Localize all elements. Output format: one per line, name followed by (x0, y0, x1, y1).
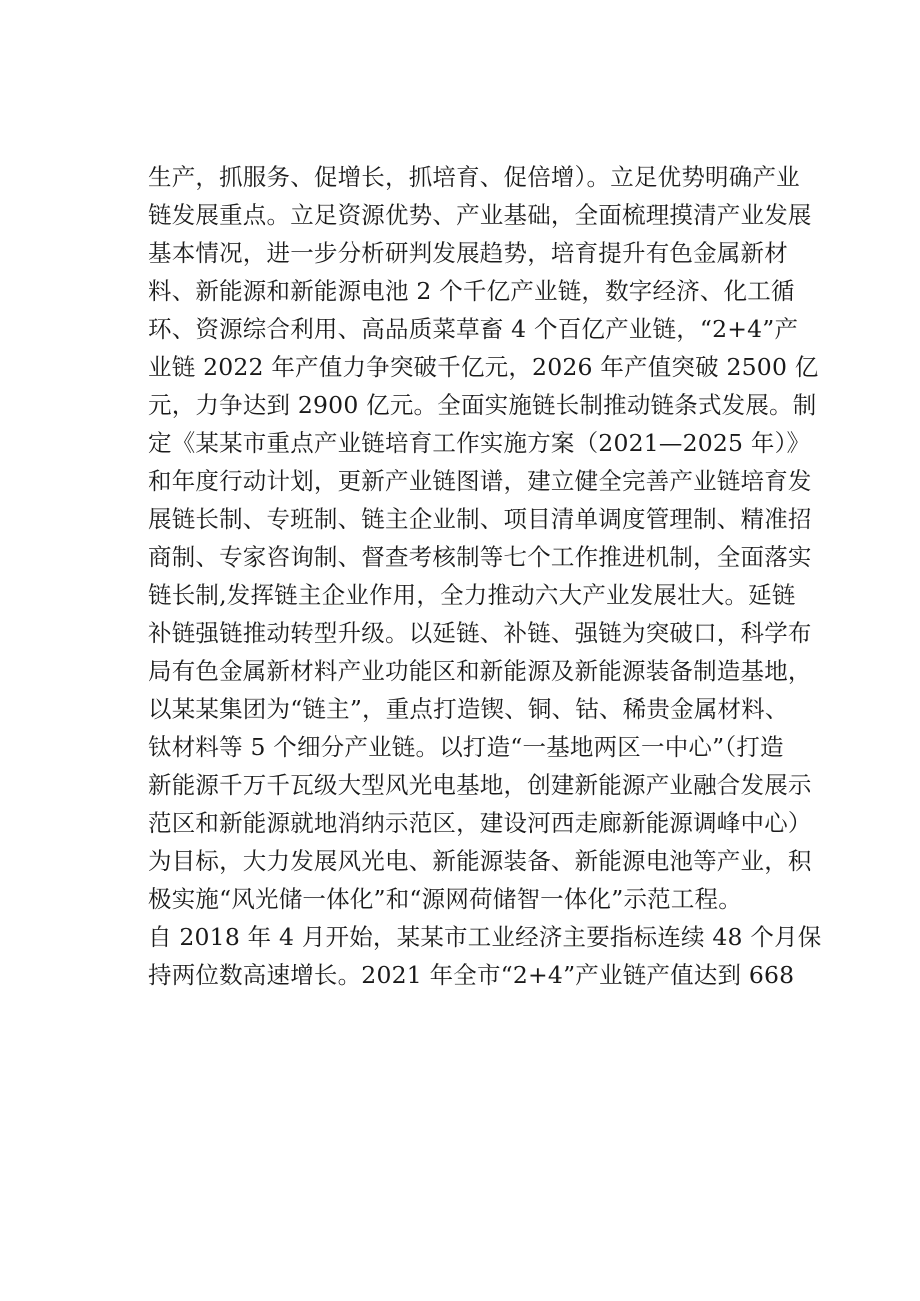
text-line: 生产，抓服务、促增长，抓培育、促倍增）。立足优势明确产业 (148, 163, 800, 191)
text-line: 业链 2022 年产值力争突破千亿元，2026 年产值突破 2500 亿 (148, 353, 819, 381)
text-line: 链发展重点。立足资源优势、产业基础，全面梳理摸清产业发展 (148, 201, 812, 229)
text-line: 补链强链推动转型升级。以延链、补链、强链为突破口，科学布 (148, 619, 812, 647)
text-line: 定《某某市重点产业链培育工作实施方案（2021—2025 年）》 (148, 429, 811, 457)
text-line: 商制、专家咨询制、督查考核制等七个工作推进机制，全面落实 (148, 543, 812, 571)
text-line: 展链长制、专班制、链主企业制、项目清单调度管理制、精准招 (148, 505, 812, 533)
text-line: 钛材料等 5 个细分产业链。以打造“一基地两区一中心”（打造 (148, 733, 784, 761)
text-line: 新能源千万千瓦级大型风光电基地，创建新能源产业融合发展示 (148, 771, 812, 799)
text-line: 环、资源综合利用、高品质菜草畜 4 个百亿产业链，“2+4”产 (148, 315, 799, 343)
text-line: 链长制,发挥链主企业作用，全力推动六大产业发展壮大。延链 (148, 581, 796, 609)
text-line: 极实施“风光储一体化”和“源网荷储智一体化”示范工程。 (148, 885, 742, 913)
text-line: 和年度行动计划，更新产业链图谱，建立健全完善产业链培育发 (148, 467, 812, 495)
body-paragraph (148, 158, 822, 994)
text-line: 料、新能源和新能源电池 2 个千亿产业链，数字经济、化工循 (148, 277, 795, 305)
text-line: 以某某集团为“链主”，重点打造锲、铜、钴、稀贵金属材料、 (148, 695, 789, 723)
text-line: 为目标，大力发展风光电、新能源装备、新能源电池等产业，积 (148, 847, 812, 875)
text-line: 局有色金属新材料产业功能区和新能源及新能源装备制造基地， (148, 657, 812, 685)
text-line: 元，力争达到 2900 亿元。全面实施链长制推动链条式发展。制 (148, 391, 817, 419)
text-line: 范区和新能源就地消纳示范区，建设河西走廊新能源调峰中心） (148, 809, 812, 837)
text-line: 持两位数高速增长。2021 年全市“2+4”产业链产值达到 668 (148, 961, 795, 989)
text-line: 自 2018 年 4 月开始，某某市工业经济主要指标连续 48 个月保 (148, 923, 822, 951)
text-line: 基本情况，进一步分析研判发展趋势，培育提升有色金属新材 (148, 239, 788, 267)
